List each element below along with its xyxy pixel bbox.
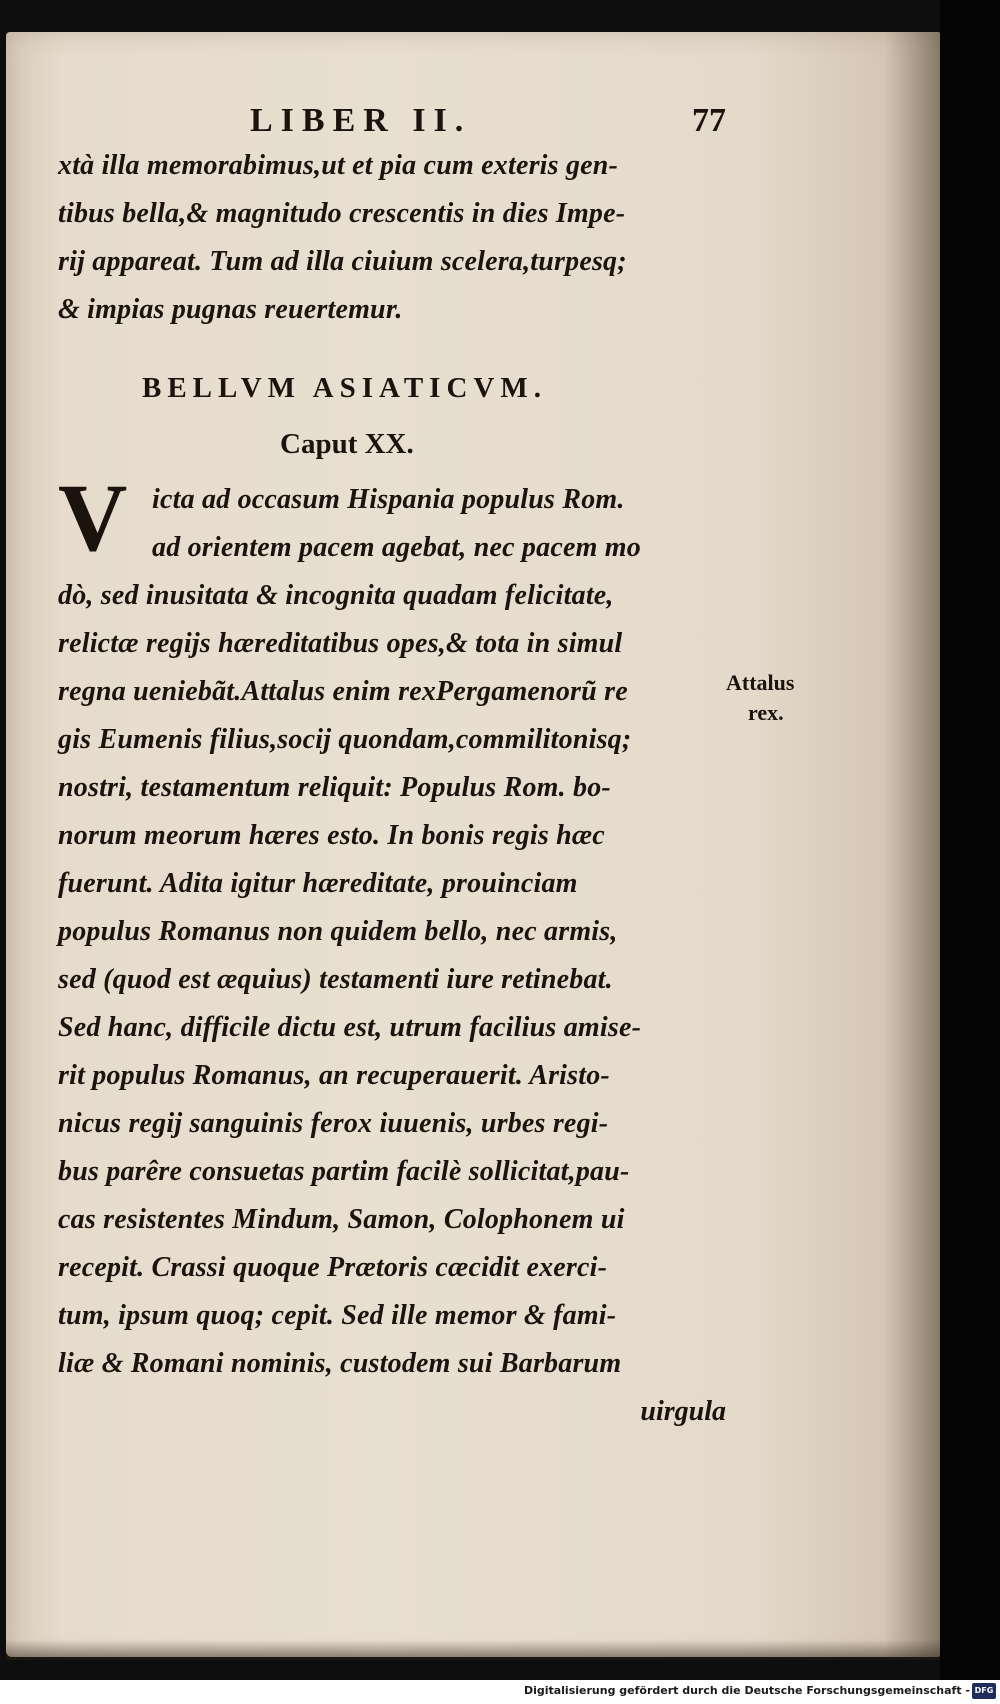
marginal-note-line-1: Attalus — [726, 670, 795, 695]
body-line-10: populus Romanus non quidem bello, nec armis, — [58, 916, 618, 947]
chapter-subheading: Caput XX. — [280, 428, 414, 460]
body-line-8: norum meorum hæres esto. In bonis regis hæc — [58, 820, 605, 851]
dfg-logo-icon: DFG — [972, 1683, 996, 1699]
body-line-13: rit populus Romanus, an recuperauerit. Aristo- — [58, 1060, 610, 1091]
body-line-4: relictæ regijs hæreditatibus opes,& tota in simul — [58, 628, 623, 659]
body-line-12: Sed hanc, difficile dictu est, utrum facilius amise- — [58, 1012, 642, 1043]
body-line-19: liæ & Romani nominis, custodem sui Barbarum — [58, 1348, 622, 1379]
body-line-5: regna ueniebãt.Attalus enim rexPergamenorũ re — [58, 676, 628, 707]
body-line-18: tum, ipsum quoq; cepit. Sed ille memor & fami- — [58, 1300, 617, 1331]
body-line-16: cas resistentes Mindum, Samon, Colophonem ui — [58, 1204, 625, 1235]
intro-line-3: rij appareat. Tum ad illa ciuium scelera,turpesq; — [58, 246, 627, 277]
marginal-note-line-2: rex. — [748, 700, 784, 725]
catchword: uirgula — [640, 1396, 726, 1427]
body-line-14: nicus regij sanguinis ferox iuuenis, urbes regi- — [58, 1108, 609, 1139]
body-line-2: ad orientem pacem agebat, nec pacem mo — [152, 532, 641, 563]
body-line-15: bus parêre consuetas partim facilè sollicitat,pau- — [58, 1156, 630, 1187]
body-line-6: gis Eumenis filius,socij quondam,commilitonisq; — [58, 724, 632, 755]
body-line-11: sed (quod est æquius) testamenti iure retinebat. — [58, 964, 613, 995]
section-heading: BELLVM ASIATICVM. — [142, 372, 547, 404]
scan-border-right — [940, 0, 1000, 1704]
body-line-7: nostri, testamentum reliquit: Populus Rom. bo- — [58, 772, 611, 803]
running-head — [58, 102, 726, 148]
page-shadow — [6, 1640, 940, 1660]
footer-credit-text: Digitalisierung gefördert durch die Deutsche Forschungsgemeinschaft - — [523, 1684, 970, 1697]
drop-cap-initial: V — [58, 464, 128, 571]
running-title: LIBER II. — [250, 102, 472, 139]
page-number: 77 — [692, 102, 726, 139]
body-line-3: dò, sed inusitata & incognita quadam felicitate, — [58, 580, 614, 611]
digitization-footer — [0, 1680, 1000, 1704]
body-line-17: recepit. Crassi quoque Prætoris cæcidit exerci- — [58, 1252, 608, 1283]
intro-line-4: & impias pugnas reuertemur. — [58, 294, 403, 325]
intro-line-1: xtà illa memorabimus,ut et pia cum exteris gen- — [58, 150, 619, 181]
body-line-1: icta ad occasum Hispania populus Rom. — [152, 484, 625, 515]
intro-line-2: tibus bella,& magnitudo crescentis in dies Impe- — [58, 198, 626, 229]
body-line-9: fuerunt. Adita igitur hæreditate, prouinciam — [58, 868, 578, 899]
